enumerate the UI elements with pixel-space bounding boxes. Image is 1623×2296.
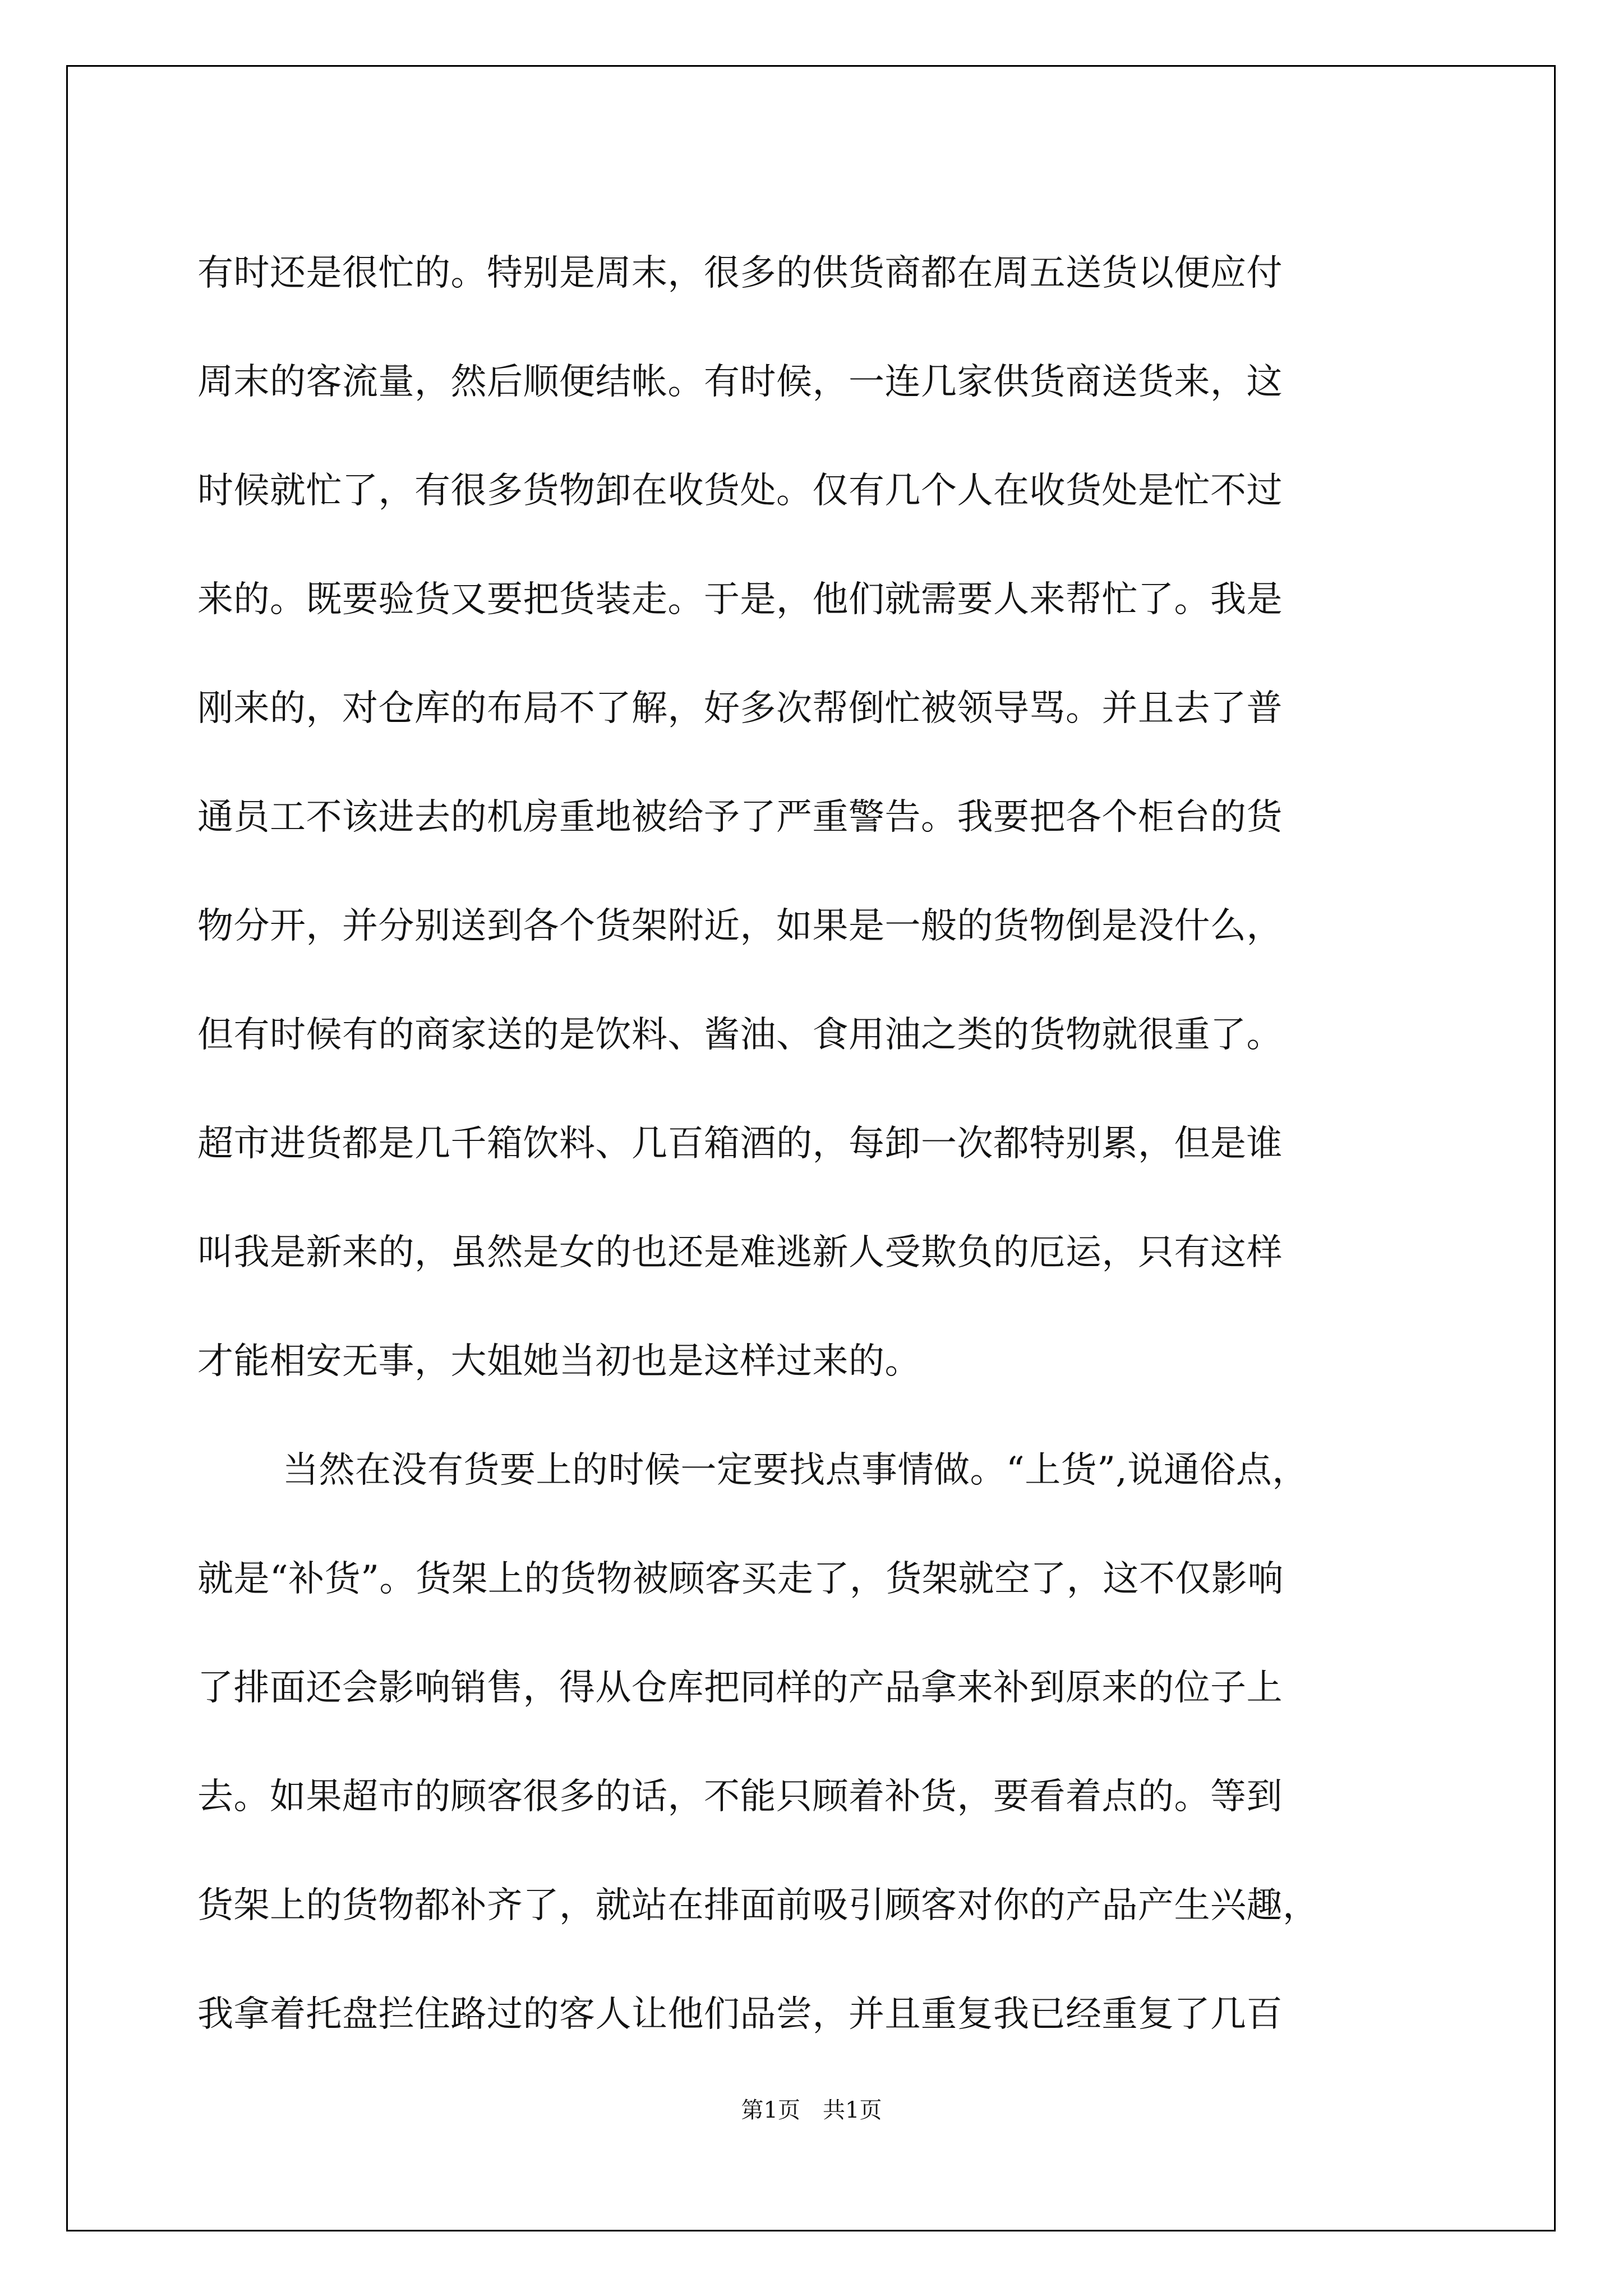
text-line: 时候就忙了，有很多货物卸在收货处。仅有几个人在收货处是忙不过	[197, 470, 1283, 512]
text-line: 有时还是很忙的。特别是周末，很多的供货商都在周五送货以便应付	[197, 252, 1283, 294]
text-line: 通员工不该进去的机房重地被给予了严重警告。我要把各个柜台的货	[197, 797, 1283, 838]
page-footer: 第1页 共1页	[741, 2097, 882, 2123]
paragraph-start-line: 当然在没有货要上的时候一定要找点事情做。“上货”,说通俗点，	[283, 1450, 1308, 1491]
text-line: 就是“补货”。货架上的货物被顾客买走了，货架就空了，这不仅影响	[197, 1558, 1284, 1600]
text-line: 货架上的货物都补齐了，就站在排面前吸引顾客对你的产品产生兴趣，	[197, 1885, 1319, 1926]
text-line: 刚来的，对仓库的布局不了解，好多次帮倒忙被领导骂。并且去了普	[197, 688, 1283, 729]
text-line: 周末的客流量，然后顺便结帐。有时候，一连几家供货商送货来，这	[197, 361, 1283, 403]
text-line: 但有时候有的商家送的是饮料、酱油、食用油之类的货物就很重了。	[197, 1014, 1283, 1056]
text-line: 我拿着托盘拦住路过的客人让他们品尝，并且重复我已经重复了几百	[197, 1994, 1283, 2035]
text-line: 才能相安无事，大姐她当初也是这样过来的。	[197, 1341, 921, 1382]
text-line: 叫我是新来的，虽然是女的也还是难逃新人受欺负的厄运，只有这样	[197, 1232, 1283, 1273]
text-line: 来的。既要验货又要把货装走。于是，他们就需要人来帮忙了。我是	[197, 579, 1283, 620]
text-line: 物分开，并分别送到各个货架附近，如果是一般的货物倒是没什么，	[197, 905, 1283, 947]
text-line: 超市进货都是几千箱饮料、几百箱酒的，每卸一次都特别累，但是谁	[197, 1123, 1283, 1165]
text-line: 了排面还会影响销售，得从仓库把同样的产品拿来补到原来的位子上	[197, 1667, 1283, 1709]
document-body	[197, 219, 1431, 2069]
text-line: 去。如果超市的顾客很多的话，不能只顾着补货，要看着点的。等到	[197, 1776, 1283, 1818]
